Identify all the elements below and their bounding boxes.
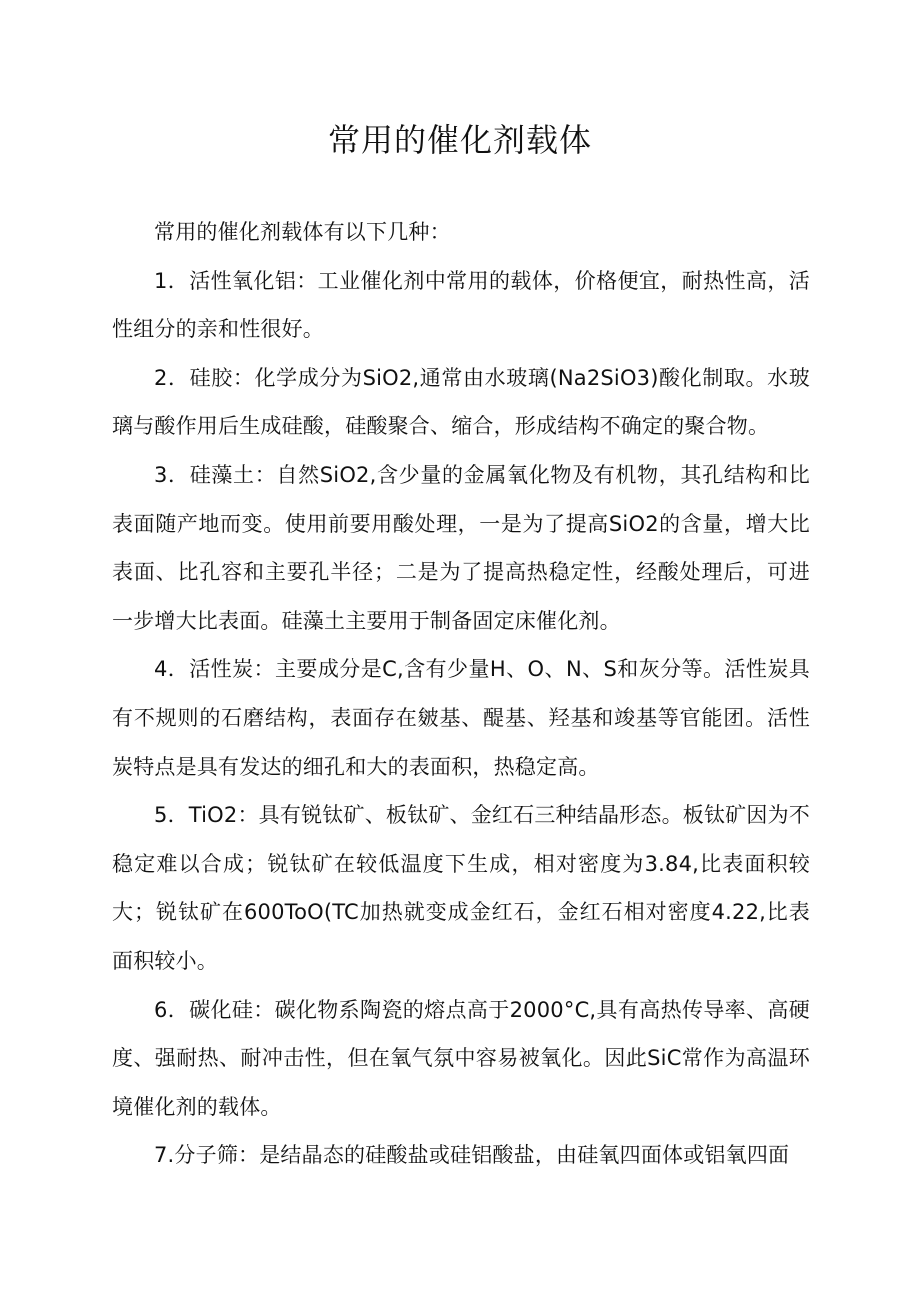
document-body <box>112 208 810 1180</box>
paragraph-silica-gel: 2．硅胶：化学成分为SiO2,通常由水玻璃(Na2SiO3)酸化制取。水玻璃与酸作用后生成硅酸，硅酸聚合、缩合，形成结构不确定的聚合物。 <box>112 365 810 439</box>
intro-paragraph: 常用的催化剂载体有以下几种： <box>154 220 451 244</box>
paragraph-activated-alumina: 1．活性氧化铝：工业催化剂中常用的载体，价格便宜，耐热性高，活性组分的亲和性很好。 <box>112 268 810 342</box>
paragraph-activated-carbon: 4．活性炭：主要成分是C,含有少量H、O、N、S和灰分等。活性炭具有不规则的石磨结构，表面存在皴基、醍基、羟基和竣基等官能团。活性炭特点是具有发达的细孔和大的表面积，热稳定高。 <box>112 657 810 779</box>
page-title: 常用的催化剂载体 <box>327 121 592 159</box>
paragraph-tio2: 5．TiO2：具有锐钛矿、板钛矿、金红石三种结晶形态。板钛矿因为不稳定难以合成；锐钛矿在较低温度下生成，相对密度为3.84,比表面积较大；锐钛矿在600ToO(TC加热就变成金红石，金红石相对密度4.22,比表面积较小。 <box>112 803 810 973</box>
paragraph-diatomite: 3．硅藻土：自然SiO2,含少量的金属氧化物及有机物，其孔结构和比表面随产地而变。使用前要用酸处理，一是为了提高SiO2的含量，增大比表面、比孔容和主要孔半径；二是为了提高热稳定性，经酸处理后，可进一步增大比表面。硅藻土主要用于制备固定床催化剂。 <box>112 462 810 633</box>
paragraph-silicon-carbide: 6．碳化硅：碳化物系陶瓷的熔点高于2000°C,具有高热传导率、高硬度、强耐热、耐冲击性，但在氧气氛中容易被氧化。因此SiC常作为高温环境催化剂的载体。 <box>112 997 810 1119</box>
paragraph-molecular-sieve: 7.分子筛：是结晶态的硅酸盐或硅铝酸盐，由硅氧四面体或铝氧四面 <box>154 1143 790 1168</box>
